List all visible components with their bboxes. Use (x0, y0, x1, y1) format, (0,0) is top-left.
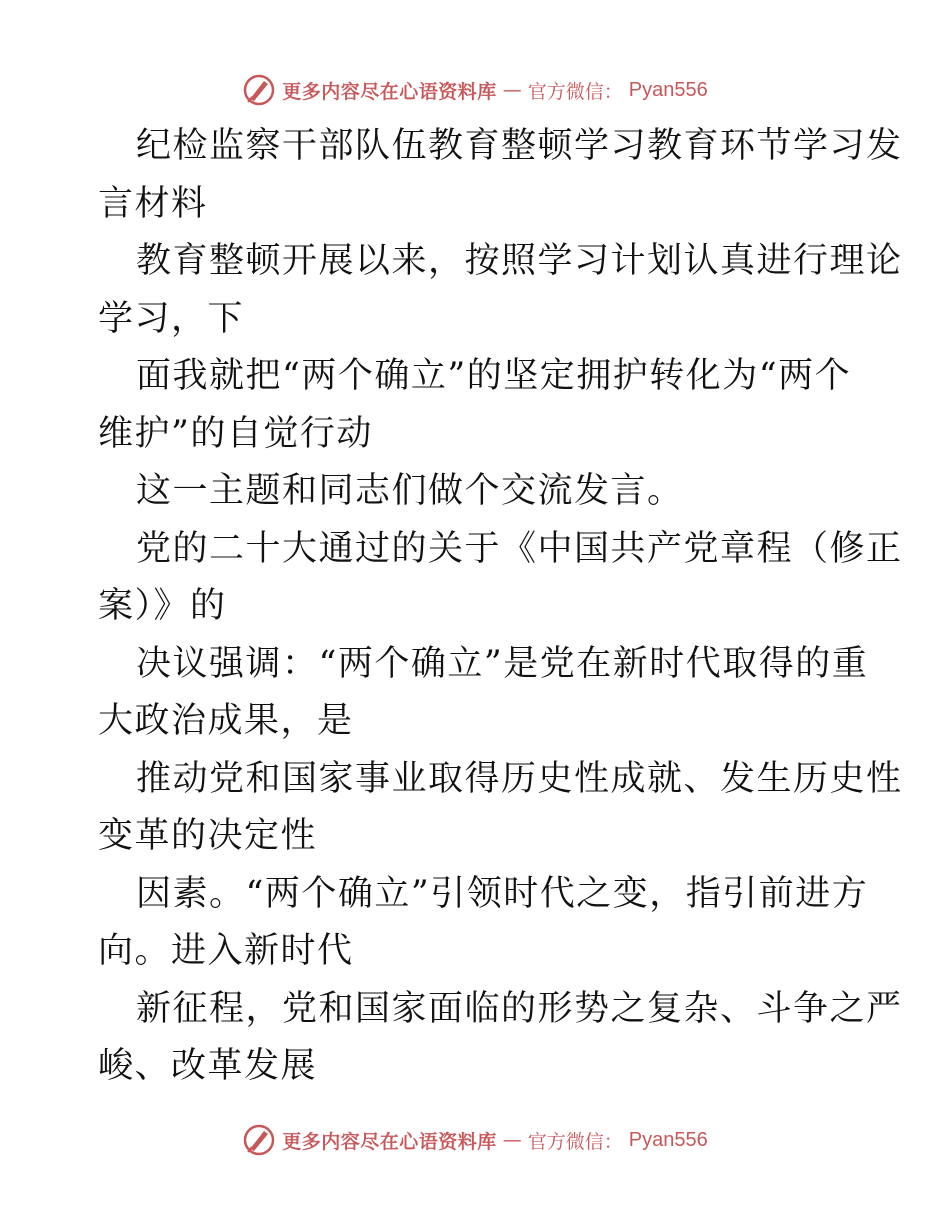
watermark-separator: — (502, 1129, 522, 1151)
text-line: 新征程，党和国家面临的形势之复杂、斗争之严 (136, 988, 903, 1029)
watermark-wechat-label: 官方微信： (527, 80, 623, 103)
footer-watermark (0, 1120, 950, 1160)
document-body (98, 118, 903, 1096)
text-line: 峻、改革发展 (98, 1046, 318, 1086)
text-line: 言材料 (98, 183, 208, 224)
watermark-wechat-id: Pyan556 (628, 1128, 708, 1151)
watermark-wechat-label: 官方微信： (527, 1130, 623, 1153)
text-line: 推动党和国家事业取得历史性成就、发生历史性 (136, 758, 903, 799)
header-watermark (0, 70, 950, 110)
text-line: 变革的决定性 (98, 816, 318, 856)
text-line: 教育整顿开展以来，按照学习计划认真进行理论 (136, 241, 903, 281)
quill-logo-icon (242, 1123, 276, 1157)
text-line: 这一主题和同志们做个交流发言。 (136, 471, 684, 511)
text-line: 学习，下 (98, 298, 245, 339)
text-line: 纪检监察干部队伍教育整顿学习教育环节学习发 (136, 126, 903, 166)
text-line: 大政治成果，是 (98, 701, 354, 741)
text-line: 党的二十大通过的关于《中国共产党章程（修正 (136, 528, 903, 569)
text-line: 因素。“两个确立”引领时代之变，指引前进方 (136, 873, 869, 914)
text-line: 决议强调：“两个确立”是党在新时代取得的重 (136, 643, 869, 684)
watermark-separator: — (502, 79, 522, 101)
text-line: 案）》的 (98, 586, 227, 626)
watermark-brand: 更多内容尽在心语资料库 (282, 1130, 497, 1153)
watermark-brand: 更多内容尽在心语资料库 (282, 80, 497, 103)
text-line: 向。进入新时代 (98, 931, 354, 971)
text-line: 维护”的自觉行动 (98, 413, 373, 454)
text-line: 面我就把“两个确立”的坚定拥护转化为“两个 (136, 356, 852, 396)
watermark-wechat-id: Pyan556 (628, 78, 708, 101)
quill-logo-icon (242, 73, 276, 107)
